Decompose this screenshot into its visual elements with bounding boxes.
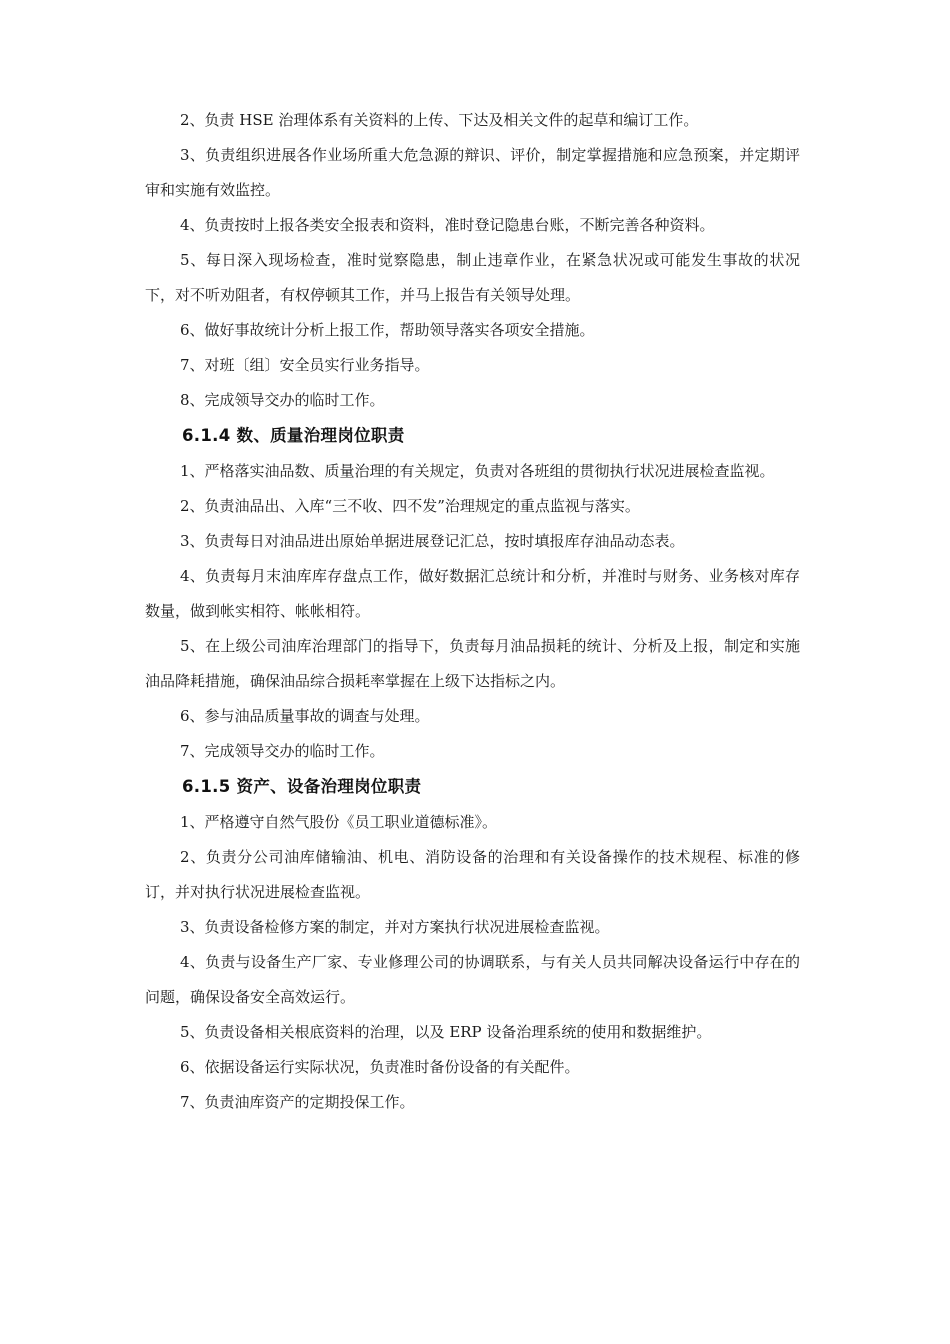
duty-item: 3、负责每日对油品进出原始单据进展登记汇总，按时填报库存油品动态表。 [180,532,685,550]
duty-item: 7、对班〔组〕安全员实行业务指导。 [180,356,430,374]
duty-item: 6、参与油品质量事故的调查与处理。 [180,707,430,725]
section-heading-6-1-5: 6.1.5 资产、设备治理岗位职责 [182,777,422,796]
duty-item: 2、负责 HSE 治理体系有关资料的上传、下达及相关文件的起草和编订工作。 [180,111,699,129]
duty-item: 1、严格落实油品数、质量治理的有关规定，负责对各班组的贯彻执行状况进展检查监视。 [180,462,775,480]
duty-item: 6、依据设备运行实际状况，负责准时备份设备的有关配件。 [180,1058,580,1076]
duty-item: 2、负责油品出、入库“三不收、四不发”治理规定的重点监视与落实。 [180,497,640,515]
duty-item: 4、负责按时上报各类安全报表和资料，准时登记隐患台账，不断完善各种资料。 [180,216,715,234]
duty-item: 8、完成领导交办的临时工作。 [180,391,385,409]
duty-item: 4、负责与设备生产厂家、专业修理公司的协调联系，与有关人员共同解决设备运行中存在的问题，确保设备安全高效运行。 [145,953,800,1006]
duty-item: 3、负责设备检修方案的制定，并对方案执行状况进展检查监视。 [180,918,610,936]
duty-item: 1、严格遵守自然气股份《员工职业道德标准》。 [180,813,498,831]
duty-item: 2、负责分公司油库储输油、机电、消防设备的治理和有关设备操作的技术规程、标准的修订，并对执行状况进展检查监视。 [145,848,800,901]
duty-item: 4、负责每月末油库库存盘点工作，做好数据汇总统计和分析，并准时与财务、业务核对库存数量，做到帐实相符、帐帐相符。 [145,567,800,620]
duty-item: 3、负责组织进展各作业场所重大危急源的辩识、评价，制定掌握措施和应急预案，并定期评审和实施有效监控。 [145,146,800,199]
duty-item: 6、做好事故统计分析上报工作，帮助领导落实各项安全措施。 [180,321,595,339]
duty-item: 7、负责油库资产的定期投保工作。 [180,1093,415,1111]
duty-item: 7、完成领导交办的临时工作。 [180,742,385,760]
section-heading-6-1-4: 6.1.4 数、质量治理岗位职责 [182,426,405,445]
duty-item: 5、在上级公司油库治理部门的指导下，负责每月油品损耗的统计、分析及上报，制定和实施油品降耗措施，确保油品综合损耗率掌握在上级下达指标之内。 [145,637,800,690]
duty-item: 5、负责设备相关根底资料的治理，以及 ERP 设备治理系统的使用和数据维护。 [180,1023,712,1041]
duty-item: 5、每日深入现场检查，准时觉察隐患，制止违章作业，在紧急状况或可能发生事故的状况下，对不听劝阻者，有权停顿其工作，并马上报告有关领导处理。 [145,251,800,304]
document-body [145,103,800,1120]
